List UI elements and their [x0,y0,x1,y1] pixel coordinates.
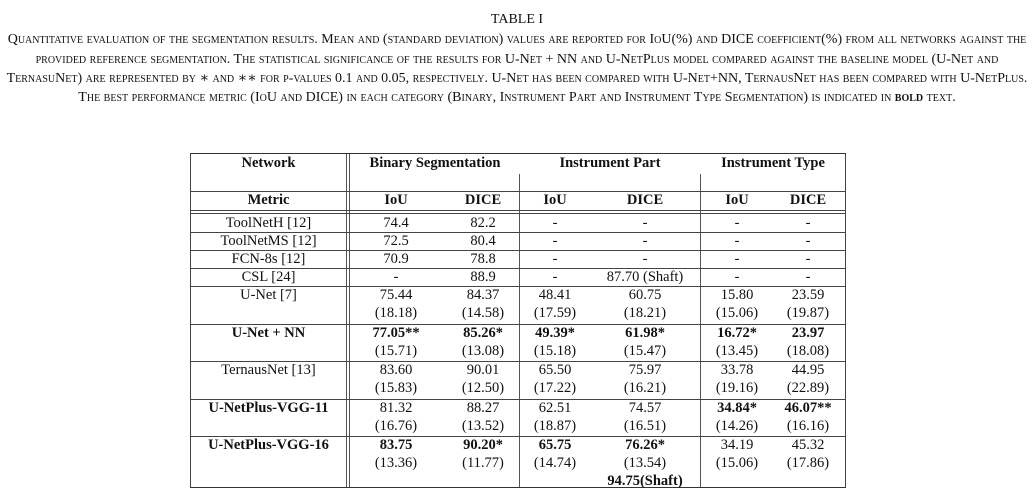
std-value: (13.36) [374,455,418,471]
header-double-rule-2 [191,213,845,214]
mean-value: 82.2 [470,215,496,231]
std-value: (17.59) [533,305,577,321]
mean-value: 78.8 [470,251,496,267]
std-value: (14.58) [461,305,505,321]
header-metric-iou-0: IoU [384,192,408,208]
mean-value: 85.26* [463,325,503,341]
mean-value: - [734,269,740,285]
header-metric-dice-1: DICE [464,192,502,208]
header-group-binary: Binary Segmentation [369,155,501,171]
std-value: (16.21) [623,380,667,396]
mean-value: - [642,215,648,231]
network-name: U-NetPlus-VGG-16 [208,437,329,453]
caption-text-main: Quantitative evaluation of the segmentation results. Mean and (standard deviation) values are reported for IoU(%) and DICE coefficient(%) from all networks against the provided reference segmentation. The statistical significance of the results for U-Net + NN and U-NetPlus model compared against the baseline model (U-Net and TernasuNet) are represented by ∗ and ∗∗ for p-values 0.1 and 0.05, respectively. U-Net has been compared with U-Net+NN, TernausNet has been compared with U-NetPlus. The best performance metric (IoU and DICE) in each category (Binary, Instrument Part and Instrument Type Segmentation) is indicated in [6,32,1028,106]
std-value: (18.08) [786,343,830,359]
mean-value: 90.20* [463,437,503,453]
header-metric-dice-5: DICE [789,192,827,208]
mean-value: - [805,251,811,267]
mean-value: 48.41 [538,287,572,303]
mean-value: 34.84* [717,400,757,416]
table-caption [0,10,1034,107]
mean-value: 45.32 [791,437,825,453]
network-name: FCN-8s [12] [231,251,306,267]
std-value: (15.71) [374,343,418,359]
mean-value: 88.27 [466,400,500,416]
std-value: (13.45) [715,343,759,359]
mean-value: 80.4 [470,233,496,249]
network-name: ToolNetH [12] [225,215,312,231]
mean-value: - [552,269,558,285]
network-name: TernausNet [13] [221,362,316,378]
mean-value: 49.39* [535,325,575,341]
caption-text [0,30,1034,107]
mean-value: - [552,215,558,231]
header-metric-iou-2: IoU [543,192,567,208]
std-value: (17.22) [533,380,577,396]
std-value: (17.86) [786,455,830,471]
mean-value: 74.57 [628,400,662,416]
network-name: U-Net + NN [231,325,306,341]
mean-value: - [642,251,648,267]
std-value: (15.18) [533,343,577,359]
mean-value: 62.51 [538,400,572,416]
mean-value: 70.9 [383,251,409,267]
mean-value: 15.80 [720,287,754,303]
std-value: (14.74) [533,455,577,471]
std-value: (19.16) [715,380,759,396]
mean-value: 90.01 [466,362,500,378]
mean-value: 83.60 [379,362,413,378]
mean-value: 65.50 [538,362,572,378]
std-value: (16.16) [786,418,830,434]
results-table [190,153,846,488]
std-value: (11.77) [462,455,504,471]
std-value: (13.52) [461,418,505,434]
std-value: (15.47) [623,343,667,359]
mean-value: - [734,233,740,249]
std-value: (15.83) [374,380,418,396]
mean-value: - [393,269,399,285]
table-label: TABLE I [490,12,544,27]
std-value: (18.18) [374,305,418,321]
std-value: (16.76) [374,418,418,434]
mean-value: 34.19 [720,437,754,453]
std-value: (22.89) [786,380,830,396]
mean-value: 72.5 [383,233,409,249]
mean-value: 60.75 [628,287,662,303]
header-group-part: Instrument Part [559,155,661,171]
header-network: Network [241,155,296,171]
mean-value: - [805,233,811,249]
mean-value: 16.72* [717,325,757,341]
mean-value: - [552,251,558,267]
mean-value: 81.32 [379,400,413,416]
mean-value: 87.70 (Shaft) [606,269,684,285]
std-value: (18.87) [533,418,577,434]
std-value: (19.87) [786,305,830,321]
shaft-value: 94.75(Shaft) [607,473,683,489]
mean-value: 83.75 [379,437,413,453]
mean-value: 33.78 [720,362,754,378]
network-name: CSL [24] [241,269,296,285]
double-rule-right [349,154,350,487]
mean-value: 74.4 [383,215,409,231]
header-double-rule-1 [191,210,845,211]
mean-value: 65.75 [538,437,572,453]
std-value: (18.21) [623,305,667,321]
header-metric: Metric [247,192,290,208]
caption-text-end: text. [923,90,956,106]
mean-value: 44.95 [791,362,825,378]
mean-value: 76.26* [625,437,665,453]
header-metric-dice-3: DICE [626,192,664,208]
header-metric-iou-4: IoU [725,192,749,208]
mean-value: - [552,233,558,249]
mean-value: - [805,269,811,285]
std-value: (13.08) [461,343,505,359]
mean-value: - [734,251,740,267]
mean-value: - [642,233,648,249]
mean-value: 75.97 [628,362,662,378]
network-name: U-NetPlus-VGG-11 [208,400,329,416]
mean-value: 46.07** [784,400,832,416]
mean-value: 84.37 [466,287,500,303]
caption-bold-word: bold [894,90,924,106]
mean-value: 77.05** [372,325,420,341]
mean-value: 75.44 [379,287,413,303]
mean-value: 23.59 [791,287,825,303]
mean-value: 23.97 [791,325,825,341]
std-value: (16.51) [623,418,667,434]
std-value: (15.06) [715,455,759,471]
mean-value: 61.98* [625,325,665,341]
double-rule-left [346,154,347,487]
std-value: (14.26) [715,418,759,434]
std-value: (12.50) [461,380,505,396]
std-value: (13.54) [623,455,667,471]
network-name: ToolNetMS [12] [220,233,317,249]
network-name: U-Net [7] [240,287,297,303]
std-value: (15.06) [715,305,759,321]
mean-value: - [734,215,740,231]
mean-value: 88.9 [470,269,496,285]
mean-value: - [805,215,811,231]
header-group-type: Instrument Type [721,155,825,171]
